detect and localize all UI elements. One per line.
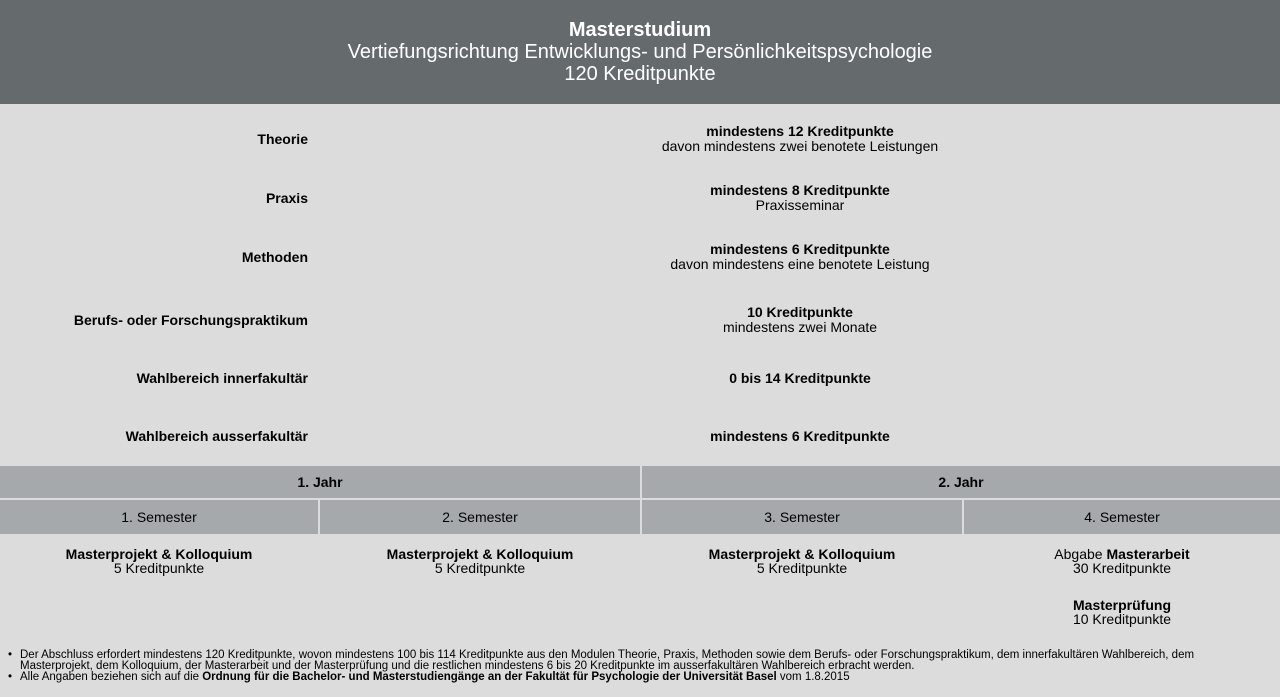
- year-2-header: 2. Jahr: [642, 466, 1280, 498]
- module-credits: 0 bis 14 Kreditpunkte: [729, 369, 871, 386]
- module-row-methoden: [0, 224, 1280, 290]
- module-row-praxis: [0, 174, 1280, 222]
- module-credits: mindestens 8 Kreditpunkte: [710, 182, 890, 198]
- module-value: [320, 350, 1280, 406]
- footnote-item: [8, 671, 1250, 683]
- module-note: mindestens zwei Monate: [722, 319, 878, 335]
- semester-3-header: 3. Semester: [642, 500, 962, 534]
- course-title: [1054, 547, 1189, 561]
- course-credits: 5 Kreditpunkte: [756, 559, 848, 576]
- empty-cell: [0, 587, 318, 636]
- module-row-theorie: [0, 106, 1280, 172]
- module-label: Praxis: [0, 174, 318, 222]
- module-value: [320, 174, 1280, 222]
- semester-4-header: 4. Semester: [964, 500, 1280, 534]
- semester-4-exam: [964, 587, 1280, 636]
- exam-title: Masterprüfung: [1073, 596, 1171, 613]
- module-row-wahlbereich-ausser: [0, 408, 1280, 464]
- course-title-bold: Masterarbeit: [1106, 545, 1190, 562]
- total-credits: 120 Kreditpunkte: [564, 63, 716, 85]
- course-title: Masterprojekt & Kolloquium: [65, 545, 253, 562]
- exam-credits: 10 Kreditpunkte: [1072, 610, 1172, 627]
- page-title: Masterstudium: [568, 19, 712, 41]
- module-label: Wahlbereich innerfakultär: [0, 350, 318, 406]
- module-row-praktikum: [0, 292, 1280, 348]
- footnotes: [0, 638, 1280, 697]
- module-credits: mindestens 12 Kreditpunkte: [706, 123, 894, 139]
- semester-2-course: [320, 536, 640, 585]
- module-label: Berufs- oder Forschungspraktikum: [0, 292, 318, 348]
- empty-cell: [642, 587, 962, 636]
- semester-4-course: [964, 536, 1280, 585]
- course-title-prefix: Abgabe: [1054, 545, 1107, 562]
- year-1-header: 1. Jahr: [0, 466, 640, 498]
- module-value: [320, 408, 1280, 464]
- module-label: Methoden: [0, 224, 318, 290]
- page-header: [0, 0, 1280, 104]
- footnote-item: [8, 649, 1250, 672]
- course-credits: 30 Kreditpunkte: [1072, 559, 1172, 576]
- course-credits: 5 Kreditpunkte: [113, 559, 205, 576]
- bullet: •: [8, 671, 13, 683]
- semester-2-header: 2. Semester: [320, 500, 640, 534]
- module-value: [320, 106, 1280, 172]
- footnote-text: vom 1.8.2015: [776, 671, 850, 683]
- module-credits: 10 Kreditpunkte: [747, 304, 853, 320]
- module-label: Wahlbereich ausserfakultär: [0, 408, 318, 464]
- module-credits: mindestens 6 Kreditpunkte: [710, 427, 890, 444]
- module-label: Theorie: [0, 106, 318, 172]
- module-note: davon mindestens zwei benotete Leistungen: [661, 138, 939, 154]
- semester-1-course: [0, 536, 318, 585]
- footnote-text: Der Abschluss erfordert mindestens 120 Kreditpunkte, wovon mindestens 100 bis 114 Kreditpunkte aus den Modulen Theorie, Praxis, Methoden sowie dem Berufs- oder Forschungspraktikum, dem innerfakultären Wahlbereich, dem Masterprojekt, dem Kolloquium, der Masterarbeit und der Masterprüfung und die restlichen mindestens 6 bis 20 Kreditpunkte im ausserfakultären Wahlbereich erbracht werden.: [20, 649, 1195, 672]
- empty-cell: [320, 587, 640, 636]
- module-value: [320, 292, 1280, 348]
- module-row-wahlbereich-inner: [0, 350, 1280, 406]
- module-note: davon mindestens eine benotete Leistung: [670, 256, 930, 272]
- module-note: Praxisseminar: [755, 197, 845, 213]
- course-title: Masterprojekt & Kolloquium: [386, 545, 574, 562]
- module-credits: mindestens 6 Kreditpunkte: [710, 241, 890, 257]
- regulation-title: Ordnung für die Bachelor- und Masterstudiengänge an der Fakultät für Psychologie der Universität Basel: [202, 671, 777, 683]
- bullet: •: [8, 649, 13, 661]
- module-value: [320, 224, 1280, 290]
- semester-3-course: [642, 536, 962, 585]
- semester-1-header: 1. Semester: [0, 500, 318, 534]
- page-subtitle: Vertiefungsrichtung Entwicklungs- und Persönlichkeitspsychologie: [347, 41, 933, 63]
- footnote-text: Alle Angaben beziehen sich auf die: [20, 671, 203, 683]
- course-credits: 5 Kreditpunkte: [434, 559, 526, 576]
- course-title: Masterprojekt & Kolloquium: [708, 545, 896, 562]
